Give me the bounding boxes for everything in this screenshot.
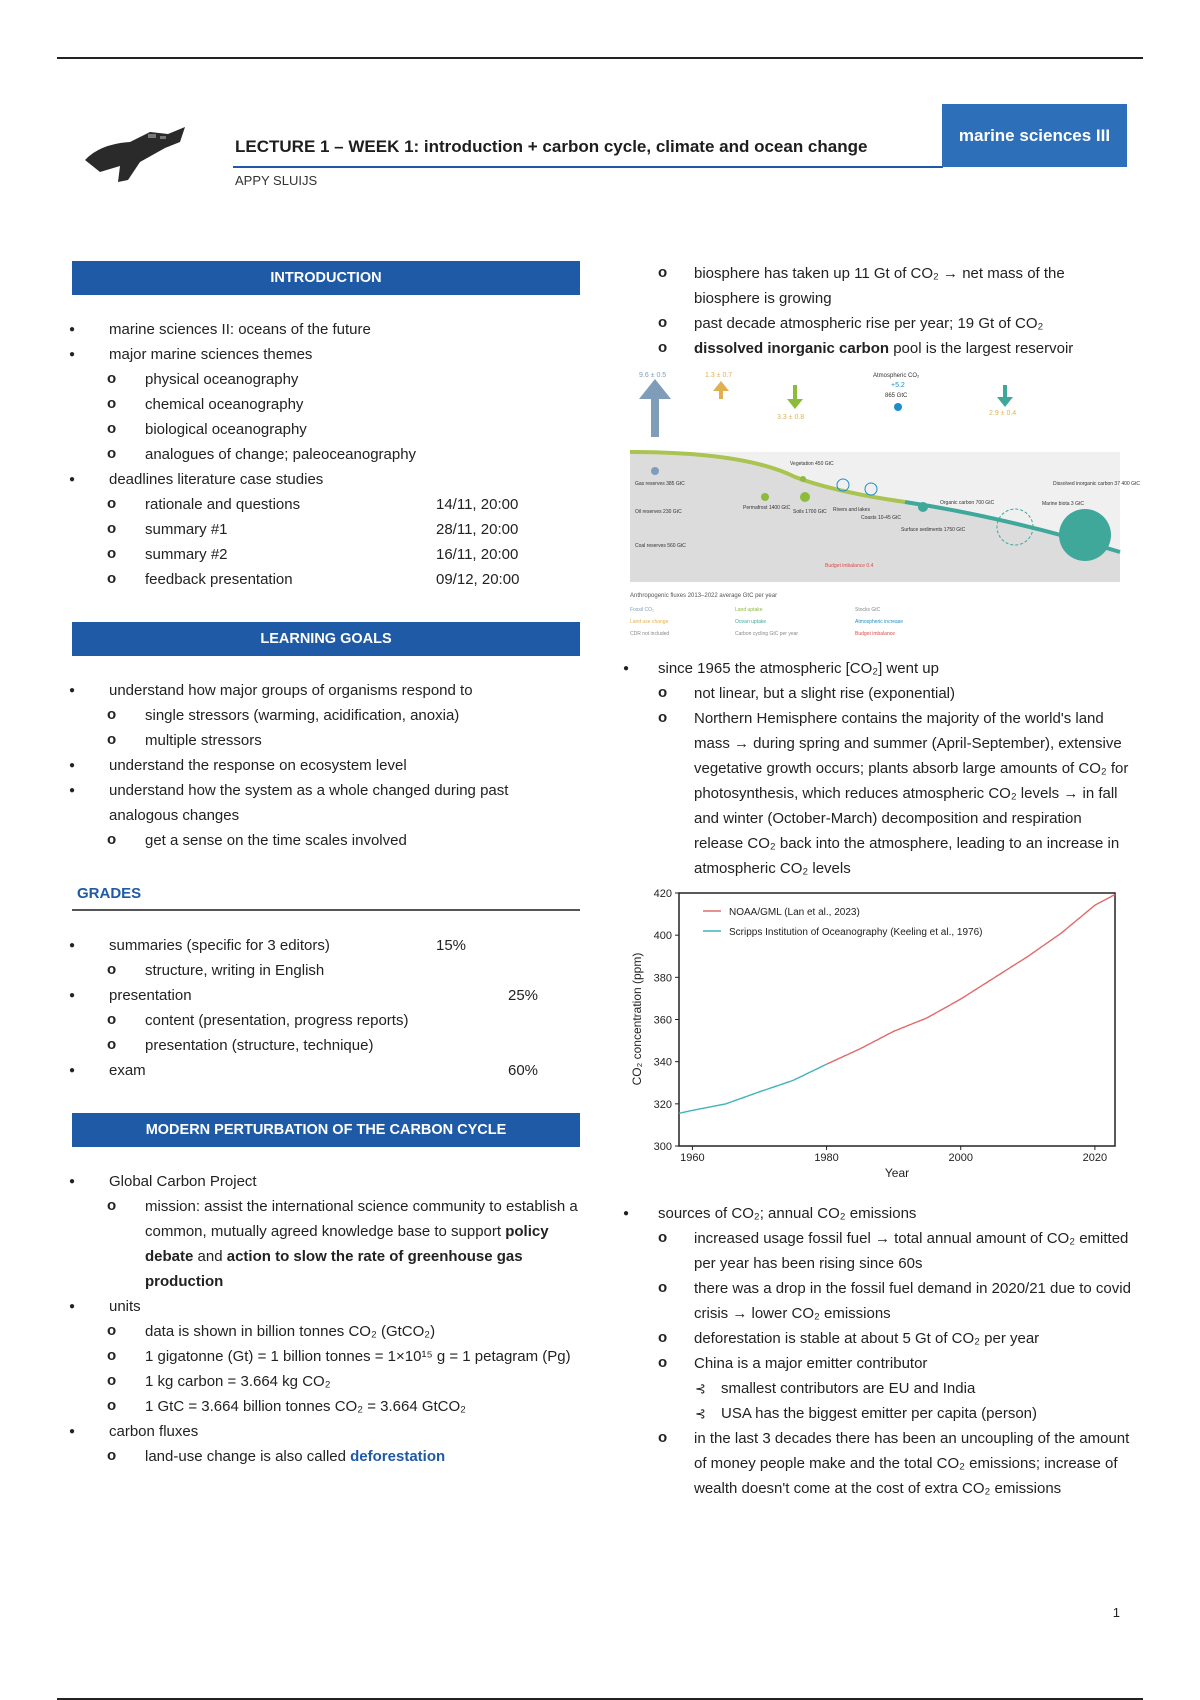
- soils-label: Soils 1700 GtC: [793, 509, 827, 515]
- permafrost-stock-icon: [761, 493, 769, 501]
- grades-list: [72, 933, 580, 1083]
- sediments-label: Surface sediments 1750 GtC: [901, 527, 966, 533]
- gas-label: Gas reserves 385 GtC: [635, 481, 685, 487]
- list-item: o 1 gigatonne (Gt) = 1 billion tonnes = 1×10¹⁵ g = 1 petagram (Pg): [72, 1344, 580, 1369]
- deadline-label: summary #2: [145, 546, 228, 563]
- list-item: o presentation (structure, technique): [72, 1033, 580, 1058]
- land-sink-label: 3.3 ± 0.8: [777, 414, 805, 421]
- vegetation-label: Vegetation 450 GtC: [790, 461, 834, 467]
- oil-label: Oil reserves 230 GtC: [635, 509, 682, 515]
- list-item: ● sources of CO₂; annual CO₂ emissions: [623, 1201, 1133, 1226]
- list-item: o China is a major emitter contributor: [623, 1351, 1133, 1376]
- y-tick-label: 420: [653, 888, 672, 900]
- list-item: ● understand the response on ecosystem level: [72, 753, 580, 778]
- list-item: o past decade atmospheric rise per year; 19 Gt of CO₂: [623, 311, 1133, 336]
- fossil-flux-label: 9.6 ± 0.5: [639, 372, 667, 379]
- deadline-row: [72, 517, 580, 542]
- legend-noaa-label: NOAA/GML (Lan et al., 2023): [729, 907, 860, 918]
- since-list: [623, 656, 1133, 881]
- list-item: o dissolved inorganic carbon pool is the largest reservoir: [623, 336, 1133, 361]
- list-item: o data is shown in billion tonnes CO₂ (GtCO₂): [72, 1319, 580, 1344]
- list-item: o analogues of change; paleoceanography: [72, 442, 580, 467]
- list-item: o increased usage fossil fuel → total annual amount of CO₂ emitted per year has been rising since 60s: [623, 1226, 1133, 1276]
- goals-heading: LEARNING GOALS: [72, 622, 580, 656]
- list-item: ● carbon fluxes: [72, 1419, 580, 1444]
- modern-heading: MODERN PERTURBATION OF THE CARBON CYCLE: [72, 1113, 580, 1147]
- list-item: o land-use change is also called deforestation: [72, 1444, 580, 1469]
- grade-row: [72, 1058, 580, 1083]
- coasts-label: Coasts 10-45 GtC: [861, 515, 902, 521]
- legend-landuse: Land use change: [630, 619, 669, 625]
- goals-list: [72, 678, 580, 853]
- list-item: o biosphere has taken up 11 Gt of CO₂ → net mass of the biosphere is growing: [623, 261, 1133, 311]
- dissolved-carbon-stock-icon: [1059, 509, 1111, 561]
- legend-cycling: Carbon cycling GtC per year: [735, 631, 799, 637]
- list-item: o structure, writing in English: [72, 958, 580, 983]
- y-axis-label: CO₂ concentration (ppm): [630, 952, 644, 1086]
- grade-label: exam: [109, 1062, 146, 1079]
- list-item: ● Global Carbon Project: [72, 1169, 580, 1194]
- list-item: o there was a drop in the fossil fuel demand in 2020/21 due to covid crisis → lower CO₂ emissions: [623, 1276, 1133, 1326]
- list-item: o chemical oceanography: [72, 392, 580, 417]
- diagram-caption: Anthropogenic fluxes 2013–2022 average GtC per year: [630, 593, 778, 599]
- legend-ocean-uptake: Ocean uptake: [735, 619, 767, 625]
- list-item: o biological oceanography: [72, 417, 580, 442]
- list-item: o not linear, but a slight rise (exponential): [623, 681, 1133, 706]
- atmosphere-label: Atmospheric CO₂: [873, 373, 920, 379]
- coal-label: Coal reserves 560 GtC: [635, 543, 686, 549]
- title-underline: [233, 166, 943, 168]
- deadline-label: feedback presentation: [145, 571, 293, 588]
- deadline-date: 16/11, 20:00: [436, 546, 519, 563]
- list-item: o deforestation is stable at about 5 Gt of CO₂ per year: [623, 1326, 1133, 1351]
- right-column: [623, 261, 1140, 1501]
- list-item: o Northern Hemisphere contains the majority of the world's land mass → during spring and summer (April-September), extensive vegetative growth occurs; plants absorb large amounts of CO₂ for photosynthesis, which reduces atmospheric CO₂ levels → in fall and winter (October-March) decomposition and respiration release CO₂ back into the atmosphere, leading to an increase in atmospheric CO₂ levels: [623, 706, 1133, 881]
- soils-stock-icon: [800, 492, 810, 502]
- y-tick-label: 380: [653, 972, 672, 985]
- vegetation-stock-icon: [800, 476, 806, 482]
- ocean-sink-label: 2.9 ± 0.4: [989, 410, 1017, 417]
- marine-label: Marine biota 3 GtC: [1042, 501, 1084, 507]
- y-tick-label: 340: [653, 1056, 672, 1069]
- grade-weight: 60%: [508, 1062, 539, 1079]
- y-tick-label: 360: [653, 1014, 672, 1027]
- document-title: LECTURE 1 – WEEK 1: introduction + carbon cycle, climate and ocean change: [235, 137, 868, 156]
- deadline-label: summary #1: [145, 521, 228, 538]
- atm-stock-label: 865 GtC: [885, 393, 908, 399]
- organic-stock-icon: [918, 502, 928, 512]
- grade-weight: 25%: [508, 987, 539, 1004]
- list-item: ● understand how the system as a whole changed during past analogous changes: [72, 778, 580, 828]
- permafrost-label: Permafrost 1400 GtC: [743, 505, 791, 511]
- list-item: ● since 1965 the atmospheric [CO₂] went up: [623, 656, 1133, 681]
- deadline-row: [72, 542, 580, 567]
- co2-concentration-chart: [625, 887, 1125, 1187]
- sources-list: [623, 1201, 1133, 1501]
- list-item: o 1 GtC = 3.664 billion tonnes CO₂ = 3.664 GtCO₂: [72, 1394, 580, 1419]
- dissolved-label: Dissolved inorganic carbon 37 400 GtC: [1053, 481, 1140, 487]
- list-item: o single stressors (warming, acidification, anoxia): [72, 703, 580, 728]
- grades-heading: GRADES: [72, 879, 580, 911]
- list-item: ● major marine sciences themes: [72, 342, 580, 367]
- imbalance-label: Budget imbalance 0.4: [825, 563, 874, 569]
- atm-growth-label: +5.2: [891, 382, 905, 389]
- list-item: o in the last 3 decades there has been an uncoupling of the amount of money people make and the total CO₂ emissions; increase of wealth doesn't come at the cost of extra CO₂ emissions: [623, 1426, 1133, 1501]
- deadline-row: [72, 567, 580, 592]
- deadline-label: rationale and questions: [145, 496, 301, 513]
- list-item: o multiple stressors: [72, 728, 580, 753]
- grade-row: [72, 933, 580, 958]
- deadline-date: 28/11, 20:00: [436, 521, 519, 538]
- list-item: o content (presentation, progress reports): [72, 1008, 580, 1033]
- whale-logo-icon: [80, 122, 190, 192]
- legend-atm-increase: Atmospheric increase: [855, 619, 904, 625]
- deadline-date: 09/12, 20:00: [436, 571, 520, 588]
- grade-weight: 15%: [436, 937, 467, 954]
- grade-row: [72, 983, 580, 1008]
- legend-scripps-label: Scripps Institution of Oceanography (Keeling et al., 1976): [729, 927, 983, 938]
- deadline-row: [72, 492, 580, 517]
- gas-stock-icon: [651, 467, 659, 475]
- page-number: 1: [1112, 1605, 1120, 1620]
- legend-cdr: CDR not included: [630, 631, 670, 637]
- intro-heading: INTRODUCTION: [72, 261, 580, 295]
- list-item: ● deadlines literature case studies: [72, 467, 580, 492]
- x-tick-label: 1960: [680, 1152, 705, 1164]
- list-item: o mission: assist the international science community to establish a common, mutually agreed knowledge base to support policy debate and action to slow the rate of greenhouse gas production: [72, 1194, 580, 1294]
- x-axis-label: Year: [884, 1166, 910, 1180]
- deadline-date: 14/11, 20:00: [436, 496, 519, 513]
- legend-imbalance: Budget imbalance: [855, 631, 896, 637]
- left-column: [72, 261, 580, 1469]
- landuse-flux-label: 1.3 ± 0.7: [705, 372, 733, 379]
- rivers-label: Rivers and lakes: [833, 507, 870, 513]
- list-item: o get a sense on the time scales involved: [72, 828, 580, 853]
- intro-list: [72, 317, 580, 592]
- x-tick-label: 2000: [948, 1152, 973, 1164]
- grade-label: summaries (specific for 3 editors): [109, 937, 330, 954]
- list-item: o 1 kg carbon = 3.664 kg CO₂: [72, 1369, 580, 1394]
- legend-land-uptake: Land uptake: [735, 607, 763, 613]
- list-item: ⊰ USA has the biggest emitter per capita (person): [623, 1401, 1133, 1426]
- list-item: o physical oceanography: [72, 367, 580, 392]
- legend-fossil: Fossil CO₂: [630, 607, 654, 613]
- list-item: ● units: [72, 1294, 580, 1319]
- biosphere-list: [623, 261, 1133, 361]
- organic-label: Organic carbon 700 GtC: [940, 500, 995, 506]
- carbon-cycle-diagram: [625, 367, 1140, 642]
- list-item: ● understand how major groups of organisms respond to: [72, 678, 580, 703]
- atmosphere-stock-icon: [894, 403, 902, 411]
- list-item: ⊰ smallest contributors are EU and India: [623, 1376, 1133, 1401]
- author: APPY SLUIJS: [235, 173, 318, 188]
- y-tick-label: 400: [653, 930, 672, 943]
- x-tick-label: 2020: [1082, 1152, 1108, 1164]
- legend-stocks: Stocks GtC: [855, 607, 881, 613]
- modern-list: [72, 1169, 580, 1469]
- grade-label: presentation: [109, 987, 192, 1004]
- y-tick-label: 320: [653, 1098, 672, 1111]
- top-rule: [57, 57, 1143, 59]
- list-item: ● marine sciences II: oceans of the future: [72, 317, 580, 342]
- y-tick-label: 300: [653, 1141, 672, 1153]
- course-badge: marine sciences III: [942, 104, 1127, 167]
- x-tick-label: 1980: [814, 1152, 839, 1164]
